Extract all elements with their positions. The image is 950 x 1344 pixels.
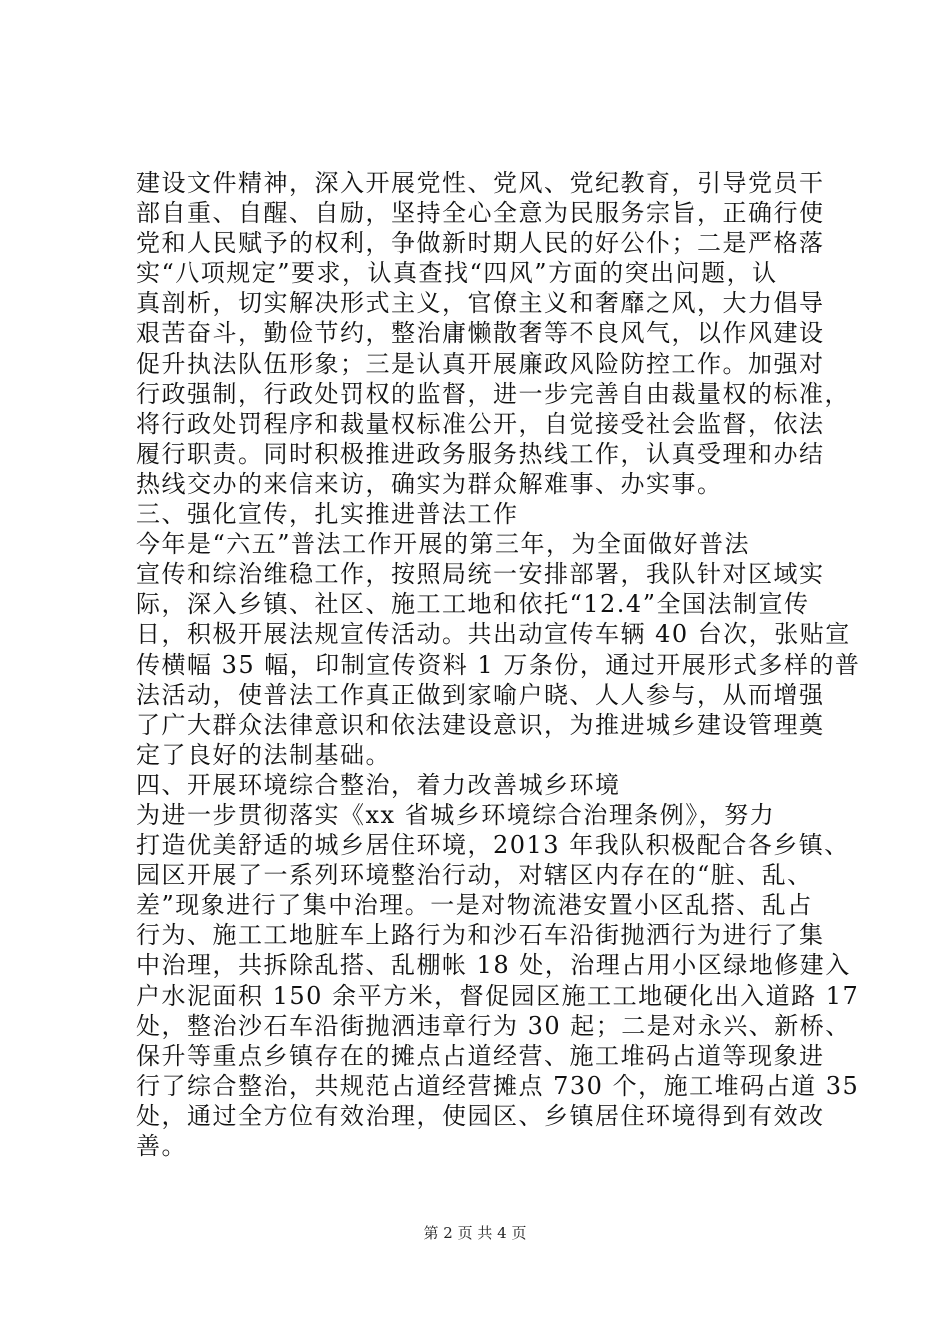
text-line: 履行职责。同时积极推进政务服务热线工作，认真受理和办结	[136, 439, 825, 468]
text-line: 艰苦奋斗，勤俭节约，整治庸懒散奢等不良风气，以作风建设	[136, 319, 825, 348]
text-line: 传横幅 35 幅，印制宣传资料 1 万条份，通过开展形式多样的普	[136, 650, 861, 679]
text-line: 行政强制，行政处罚权的监督，进一步完善自由裁量权的标准，	[136, 379, 850, 408]
text-line: 园区开展了一系列环境整治行动，对辖区内存在的“脏、乱、	[136, 861, 813, 890]
section-heading: 四、开展环境综合整治，着力改善城乡环境	[136, 770, 621, 799]
text-line: 中治理，共拆除乱搭、乱棚帐 18 处，治理占用小区绿地修建入	[136, 951, 851, 980]
section-heading: 三、强化宣传，扎实推进普法工作	[136, 500, 519, 529]
text-line: 部自重、自醒、自励，坚持全心全意为民服务宗旨，正确行使	[136, 199, 825, 228]
text-line: 保升等重点乡镇存在的摊点占道经营、施工堆码占道等现象进	[136, 1041, 825, 1070]
text-line: 际，深入乡镇、社区、施工工地和依托“12.4”全国法制宣传	[136, 590, 810, 619]
text-line: 真剖析，切实解决形式主义，官僚主义和奢靡之风，大力倡导	[136, 289, 825, 318]
text-line: 户水泥面积 150 余平方米，督促园区施工工地硬化出入道路 17	[136, 981, 860, 1010]
text-line: 热线交办的来信来访，确实为群众解难事、办实事。	[136, 469, 723, 498]
text-line: 处，整治沙石车沿街抛洒违章行为 30 起；二是对永兴、新桥、	[136, 1011, 851, 1040]
text-line: 差”现象进行了集中治理。一是对物流港安置小区乱搭、乱占	[136, 891, 813, 920]
page-number: 第 2 页 共 4 页	[423, 1224, 527, 1242]
text-line: 日，积极开展法规宣传活动。共出动宣传车辆 40 台次，张贴宣	[136, 620, 851, 649]
text-line: 党和人民赋予的权利，争做新时期人民的好公仆；二是严格落	[136, 229, 825, 258]
text-line: 实“八项规定”要求，认真查找“四风”方面的突出问题，认	[136, 259, 778, 288]
text-line: 善。	[136, 1132, 187, 1160]
document-body	[136, 168, 861, 1161]
text-line: 将行政处罚程序和裁量权标准公开，自觉接受社会监督，依法	[136, 409, 825, 438]
page-footer	[0, 1223, 950, 1243]
text-line: 定了良好的法制基础。	[136, 740, 391, 769]
text-line: 宣传和综治维稳工作，按照局统一安排部署，我队针对区域实	[136, 560, 825, 589]
text-line: 为进一步贯彻落实《xx 省城乡环境综合治理条例》，努力	[136, 800, 776, 829]
text-line: 处，通过全方位有效治理，使园区、乡镇居住环境得到有效改	[136, 1101, 825, 1130]
text-line: 建设文件精神，深入开展党性、党风、党纪教育，引导党员干	[136, 169, 825, 197]
text-line: 促升执法队伍形象；三是认真开展廉政风险防控工作。加强对	[136, 349, 825, 378]
text-line: 行了综合整治，共规范占道经营摊点 730 个，施工堆码占道 35	[136, 1071, 860, 1100]
text-line: 法活动，使普法工作真正做到家喻户晓、人人参与，从而增强	[136, 680, 825, 709]
text-line: 打造优美舒适的城乡居住环境，2013 年我队积极配合各乡镇、	[136, 831, 850, 860]
text-line: 了广大群众法律意识和依法建设意识，为推进城乡建设管理奠	[136, 710, 825, 739]
text-line: 行为、施工工地脏车上路行为和沙石车沿街抛洒行为进行了集	[136, 921, 825, 950]
text-line: 今年是“六五”普法工作开展的第三年，为全面做好普法	[136, 530, 751, 559]
